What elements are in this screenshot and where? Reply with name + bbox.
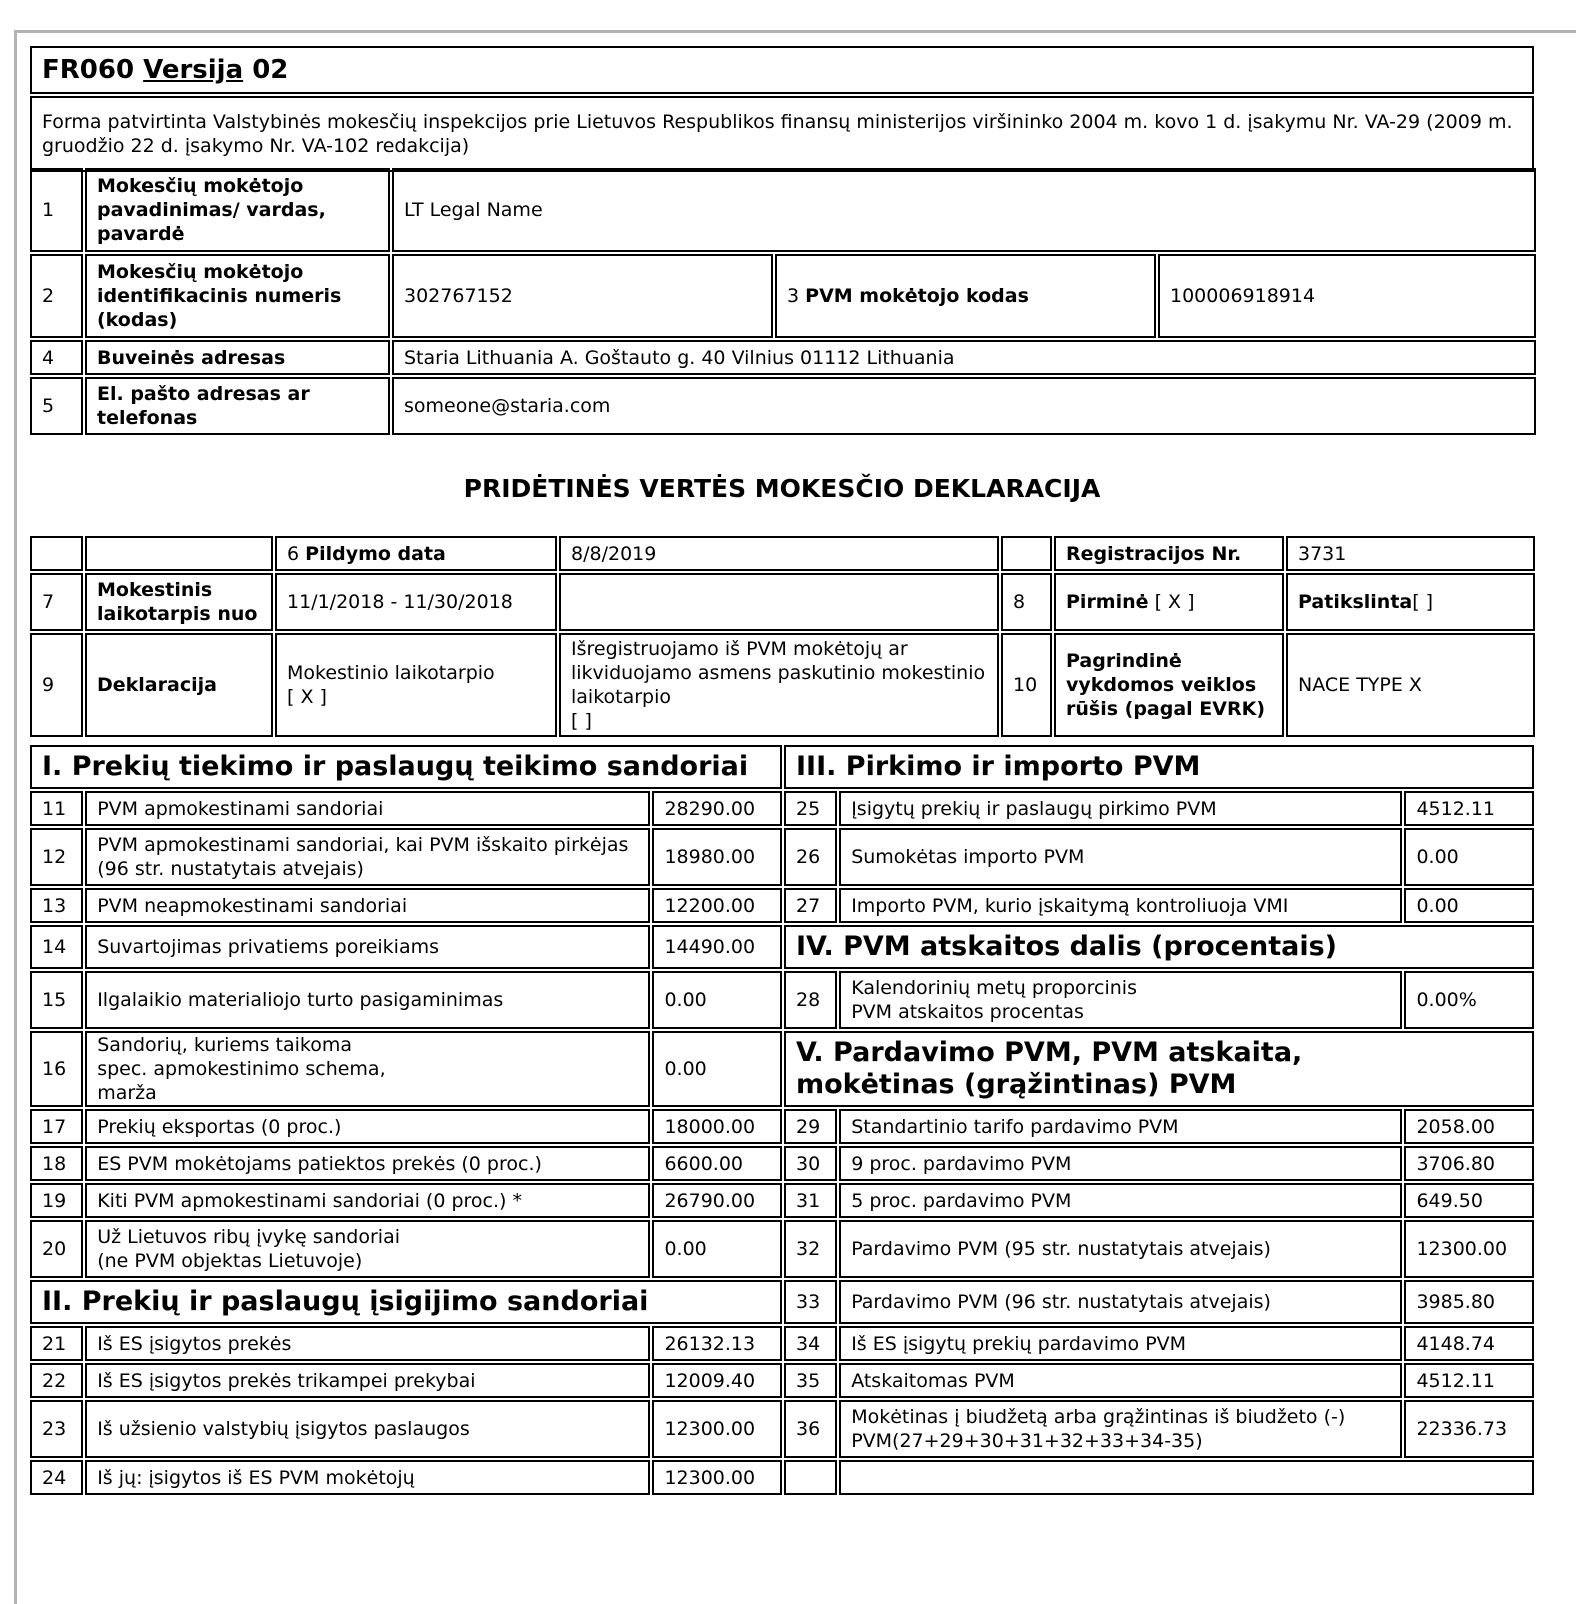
row-label: ES PVM mokėtojams patiektos prekės (0 proc.) [85, 1146, 650, 1181]
row-number: 22 [30, 1363, 83, 1398]
row-number: 18 [30, 1146, 83, 1181]
row-label: Iš ES įsigytos prekės trikampei prekybai [85, 1363, 650, 1398]
row-value: 3985.80 [1404, 1280, 1534, 1324]
declaration-option-deregistration [559, 633, 999, 737]
option-text: Išregistruojamo iš PVM mokėtojų ar likviduojamo asmens paskutinio mokestinio laikotarpio [571, 638, 986, 708]
row-number: 21 [30, 1326, 83, 1361]
row-value: 12300.00 [652, 1460, 782, 1495]
row-label: Pardavimo PVM (96 str. nustatytais atvejais) [839, 1280, 1402, 1324]
row-number: 34 [784, 1326, 837, 1361]
table-row [30, 1146, 1534, 1181]
table-row [30, 971, 1534, 1029]
row-number: 29 [784, 1109, 837, 1144]
row-label: 5 proc. pardavimo PVM [839, 1183, 1402, 1218]
row-number: 24 [30, 1460, 83, 1495]
corrected-checkbox[interactable]: [ ] [1412, 591, 1434, 613]
row-label: Importo PVM, kurio įskaitymą kontroliuoja VMI [839, 888, 1402, 923]
row-value: 6600.00 [652, 1146, 782, 1181]
row-label: Kiti PVM apmokestinami sandoriai (0 proc.) * [85, 1183, 650, 1218]
period-checkbox[interactable]: [ X ] [287, 686, 327, 708]
table-row [30, 1031, 1534, 1107]
empty-cell [1001, 536, 1052, 571]
row-number: 27 [784, 888, 837, 923]
meta-row [30, 536, 1535, 571]
fill-date-value: 8/8/2019 [559, 536, 999, 571]
row-value: 28290.00 [652, 791, 782, 826]
registration-label: Registracijos Nr. [1054, 536, 1284, 571]
empty-cell [784, 1460, 837, 1495]
row-value: 4512.11 [1404, 791, 1534, 826]
field-label: Pagrindinė vykdomos veiklos rūšis (pagal EVRK) [1054, 633, 1284, 737]
declaration-option-period [275, 633, 557, 737]
empty-cell [30, 536, 83, 571]
field-number: 6 [287, 542, 300, 565]
row-value: 0.00 [1404, 828, 1534, 886]
row-label: Ilgalaikio materialiojo turto pasigaminimas [85, 971, 650, 1029]
taxpayer-row [30, 377, 1536, 435]
row-number: 17 [30, 1109, 83, 1144]
row-value: 18980.00 [652, 828, 782, 886]
row-number: 13 [30, 888, 83, 923]
fill-date-label [275, 536, 557, 571]
field-label: Pildymo data [305, 542, 446, 565]
field-number: 2 [30, 254, 83, 338]
section-heading-iv: IV. PVM atskaitos dalis (procentais) [784, 925, 1534, 969]
vat-code-value: 100006918914 [1158, 254, 1536, 338]
row-label [839, 971, 1402, 1029]
row-value: 12300.00 [652, 1400, 782, 1458]
empty-cell [559, 573, 999, 631]
row-number: 16 [30, 1031, 83, 1107]
row-label: Iš ES įsigytos prekės [85, 1326, 650, 1361]
option-text: Mokestinio laikotarpio [287, 662, 495, 684]
row-number: 31 [784, 1183, 837, 1218]
table-row [30, 828, 1534, 886]
corrected-option [1286, 573, 1535, 631]
field-number: 4 [30, 340, 83, 375]
row-label: Įsigytų prekių ir paslaugų pirkimo PVM [839, 791, 1402, 826]
field-label: El. pašto adresas ar telefonas [85, 377, 390, 435]
primary-checkbox[interactable]: [ X ] [1154, 591, 1195, 613]
row-value: 4512.11 [1404, 1363, 1534, 1398]
row-label: Suvartojimas privatiems poreikiams [85, 925, 650, 969]
row-value: 0.00 [1404, 888, 1534, 923]
row-label: Pardavimo PVM (95 str. nustatytais atvejais) [839, 1220, 1402, 1278]
row-value: 2058.00 [1404, 1109, 1534, 1144]
row-label: Sandorių, kuriems taikoma spec. apmokestinimo schema, marža [85, 1031, 650, 1107]
row-value: 12200.00 [652, 888, 782, 923]
field-label: Buveinės adresas [85, 340, 390, 375]
table-row [30, 1109, 1534, 1144]
taxpayer-id-value: 302767152 [392, 254, 773, 338]
taxpayer-row [30, 168, 1536, 252]
field-number: 9 [30, 633, 83, 737]
row-number: 15 [30, 971, 83, 1029]
table-row [30, 791, 1534, 826]
address-value: Staria Lithuania A. Goštauto g. 40 Vilnius 01112 Lithuania [392, 340, 1536, 375]
row-label: Prekių eksportas (0 proc.) [85, 1109, 650, 1144]
field-number: 5 [30, 377, 83, 435]
row-number: 36 [784, 1400, 837, 1458]
field-number: 8 [1001, 573, 1052, 631]
field-label: Mokesčių mokėtojo pavadinimas/ vardas, pavardė [85, 168, 390, 252]
row-label-line: PVM atskaitos procentas [851, 1001, 1084, 1023]
row-label: PVM apmokestinami sandoriai, kai PVM išskaito pirkėjas (96 str. nustatytais atvejais) [85, 828, 650, 886]
row-value: 649.50 [1404, 1183, 1534, 1218]
contact-value: someone@staria.com [392, 377, 1536, 435]
row-label: 9 proc. pardavimo PVM [839, 1146, 1402, 1181]
vat-code-label [775, 254, 1156, 338]
declaration-sections-table [28, 743, 1536, 1497]
row-value: 0.00 [652, 1220, 782, 1278]
activity-type-value: NACE TYPE X [1286, 633, 1535, 737]
section-heading-i: I. Prekių tiekimo ir paslaugų teikimo sandoriai [30, 745, 782, 789]
taxpayer-name-value: LT Legal Name [392, 168, 1536, 252]
declaration-meta-table [28, 534, 1537, 739]
corrected-label: Patikslinta [1298, 591, 1413, 613]
table-row [30, 1280, 1534, 1324]
taxpayer-table [28, 166, 1538, 437]
version-number: 02 [252, 55, 289, 85]
primary-label: Pirminė [1066, 591, 1149, 613]
field-label: PVM mokėtojo kodas [805, 285, 1029, 307]
tax-period-value: 11/1/2018 - 11/30/2018 [275, 573, 557, 631]
row-value: 3706.80 [1404, 1146, 1534, 1181]
approval-text: Forma patvirtinta Valstybinės mokesčių inspekcijos prie Lietuvos Respublikos finansų ministerijos viršininko 2004 m. kovo 1 d. įsakymu Nr. VA-29 (2009 m. gruodžio 22 d. įsakymo Nr. VA-102 redakcija) [30, 96, 1534, 172]
table-row [30, 1183, 1534, 1218]
row-label: Iš jų: įsigytos iš ES PVM mokėtojų [85, 1460, 650, 1495]
row-number: 25 [784, 791, 837, 826]
row-label: Iš užsienio valstybių įsigytos paslaugos [85, 1400, 650, 1458]
field-label: Mokestinis laikotarpis nuo [85, 573, 273, 631]
row-label: Sumokėtas importo PVM [839, 828, 1402, 886]
row-number: 12 [30, 828, 83, 886]
row-number: 23 [30, 1400, 83, 1458]
field-number: 1 [30, 168, 83, 252]
table-row [30, 1460, 1534, 1495]
form-code [30, 46, 1534, 94]
row-label: Už Lietuvos ribų įvykę sandoriai (ne PVM objektas Lietuvoje) [85, 1220, 650, 1278]
meta-row [30, 633, 1535, 737]
row-number: 33 [784, 1280, 837, 1324]
row-value: 22336.73 [1404, 1400, 1534, 1458]
row-label: PVM apmokestinami sandoriai [85, 791, 650, 826]
empty-cell [85, 536, 273, 571]
row-value: 18000.00 [652, 1109, 782, 1144]
table-row [30, 1220, 1534, 1278]
row-value: 26790.00 [652, 1183, 782, 1218]
field-label: Deklaracija [85, 633, 273, 737]
row-label-line: Kalendorinių metų proporcinis [851, 977, 1137, 999]
taxpayer-row [30, 340, 1536, 375]
row-number: 14 [30, 925, 83, 969]
row-number: 11 [30, 791, 83, 826]
section-row [30, 745, 1534, 789]
table-row [30, 1363, 1534, 1398]
row-number: 35 [784, 1363, 837, 1398]
row-value: 0.00% [1404, 971, 1534, 1029]
meta-row [30, 573, 1535, 631]
row-number: 28 [784, 971, 837, 1029]
row-value: 0.00 [652, 1031, 782, 1107]
empty-cell [839, 1460, 1534, 1495]
form-header-table [28, 44, 1536, 174]
row-label: Mokėtinas į biudžetą arba grąžintinas iš biudžeto (-) PVM(27+29+30+31+32+33+34-35) [839, 1400, 1402, 1458]
field-label: Mokesčių mokėtojo identifikacinis numeris (kodas) [85, 254, 390, 338]
deregistration-checkbox[interactable]: [ ] [571, 710, 592, 732]
primary-option [1054, 573, 1284, 631]
version-word: Versija [143, 55, 244, 85]
table-row [30, 925, 1534, 969]
taxpayer-row [30, 254, 1536, 338]
row-value: 4148.74 [1404, 1326, 1534, 1361]
row-label: PVM neapmokestinami sandoriai [85, 888, 650, 923]
row-label: Atskaitomas PVM [839, 1363, 1402, 1398]
row-value: 0.00 [652, 971, 782, 1029]
row-label: Standartinio tarifo pardavimo PVM [839, 1109, 1402, 1144]
table-row [30, 1326, 1534, 1361]
table-row [30, 1400, 1534, 1458]
table-row [30, 888, 1534, 923]
field-number: 7 [30, 573, 83, 631]
row-number: 20 [30, 1220, 83, 1278]
field-number: 3 [787, 285, 800, 307]
row-number: 19 [30, 1183, 83, 1218]
row-label: Iš ES įsigytų prekių pardavimo PVM [839, 1326, 1402, 1361]
row-value: 14490.00 [652, 925, 782, 969]
row-value: 12300.00 [1404, 1220, 1534, 1278]
row-number: 32 [784, 1220, 837, 1278]
declaration-title: PRIDĖTINĖS VERTĖS MOKESČIO DEKLARACIJA [463, 474, 1101, 503]
section-heading-iii: III. Pirkimo ir importo PVM [784, 745, 1534, 789]
row-number: 30 [784, 1146, 837, 1181]
form-code-text: FR060 [42, 55, 135, 85]
row-number: 26 [784, 828, 837, 886]
row-value: 12009.40 [652, 1363, 782, 1398]
row-value: 26132.13 [652, 1326, 782, 1361]
section-heading-ii: II. Prekių ir paslaugų įsigijimo sandoriai [30, 1280, 782, 1324]
section-heading-v: V. Pardavimo PVM, PVM atskaita, mokėtinas (grąžintinas) PVM [784, 1031, 1534, 1107]
field-number: 10 [1001, 633, 1052, 737]
registration-value: 3731 [1286, 536, 1535, 571]
